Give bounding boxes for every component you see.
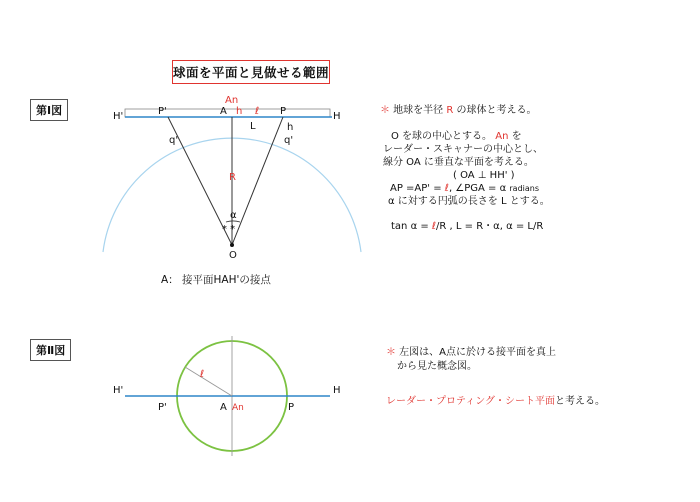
label2-ell: ℓ xyxy=(200,369,205,380)
label-H-prime: H' xyxy=(113,111,124,122)
note2-line2: から見た概念図。 xyxy=(397,361,477,372)
note1-line4: 線分 OA に垂直な平面を考える。 xyxy=(383,157,534,168)
label-A-n: An xyxy=(225,95,239,106)
label-alpha: α xyxy=(230,210,237,221)
label-ell: ℓ xyxy=(255,106,260,117)
note1-line6: AP =AP' = ℓ, ∠PGA = α radians xyxy=(390,183,540,194)
center-point-O xyxy=(230,243,234,247)
note2-star: ＊ xyxy=(386,347,396,358)
figure-1-label: 第Ⅰ図 xyxy=(30,99,68,121)
note2-line3: レーダー・プロティング・シート平面と考える。 xyxy=(386,396,605,407)
label2-P: P xyxy=(288,402,295,413)
angle-alpha-arc xyxy=(226,221,240,222)
label-A: A xyxy=(220,106,227,117)
label-R: R xyxy=(229,172,236,183)
tangent-plane-top xyxy=(125,109,330,117)
label-L: L xyxy=(250,121,256,132)
radius-ell-fig2 xyxy=(185,367,232,396)
page-title: 球面を平面と見做せる範囲 xyxy=(172,60,330,84)
label2-P-prime: P' xyxy=(158,402,167,413)
label-P-prime: P' xyxy=(158,106,167,117)
label2-A: A xyxy=(220,402,227,413)
note1-line3: レーダー・スキャナーの中心とし、 xyxy=(383,144,543,155)
label-H: H xyxy=(333,111,341,122)
label-q-prime-right: q' xyxy=(284,135,294,146)
figure-1-caption: A： 接平面HAH'の接点 xyxy=(161,274,271,286)
label-angle-stars: * * xyxy=(222,224,236,235)
note1-line8: tan α = ℓ/R , L = R・α, α = L/R xyxy=(391,221,544,232)
label-O: O xyxy=(229,250,237,261)
figure-2-label: 第Ⅱ図 xyxy=(30,339,71,361)
note1-line1: ＊ 地球を半径 R の球体と考える。 xyxy=(380,105,537,116)
label2-H-prime: H' xyxy=(113,385,124,396)
note1-line7: α に対する円弧の長さを L とする。 xyxy=(388,196,550,207)
note1-star: ＊ xyxy=(380,105,390,116)
note2-line1: ＊ 左図は、A点に於ける接平面を真上 xyxy=(386,347,557,358)
label-P: P xyxy=(280,106,287,117)
note1-line5: ( OA ⊥ HH' ) xyxy=(453,170,515,181)
label2-H: H xyxy=(333,385,341,396)
label2-A-n: An xyxy=(232,403,244,413)
label-h-right: h xyxy=(287,122,294,133)
line-O-P xyxy=(232,117,283,245)
label-q-prime-left: q' xyxy=(169,135,179,146)
label-h-left: h xyxy=(236,106,243,117)
note1-line2: O を球の中心とする。 An を xyxy=(391,131,522,142)
